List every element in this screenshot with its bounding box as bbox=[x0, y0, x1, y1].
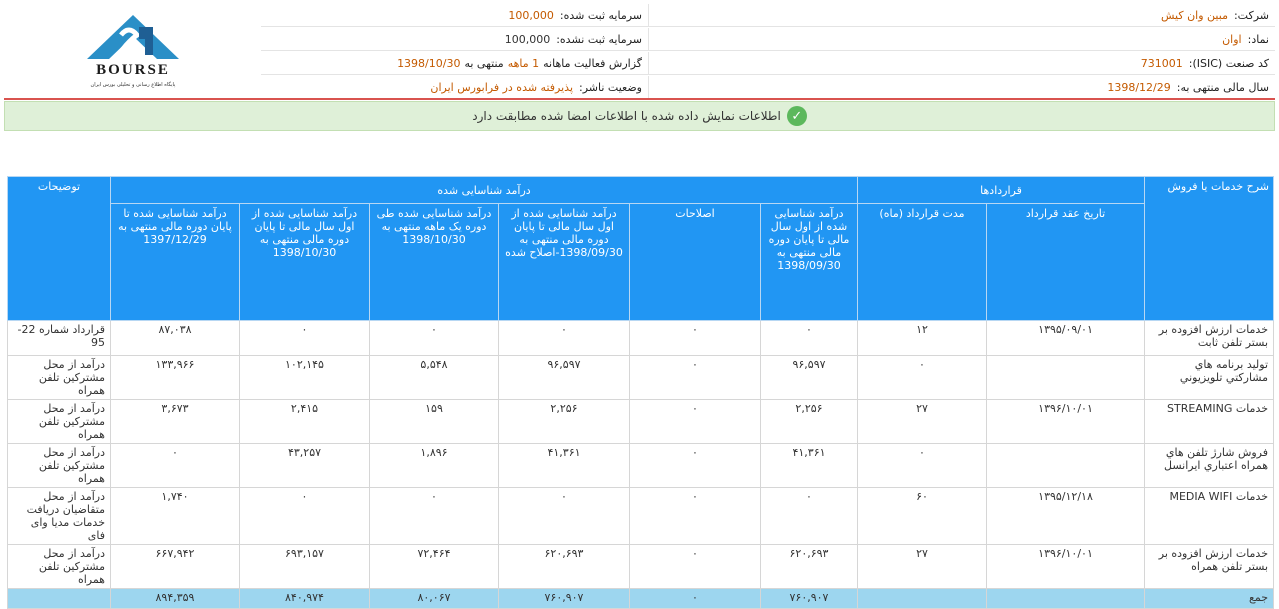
corrections-cell: ۰ bbox=[630, 400, 761, 444]
col-rev-prev-header: درآمد شناسایی شده از اول سال مالی تا پایان دوره مالی منتهی به 1398/09/30 bbox=[761, 204, 858, 321]
isic-row bbox=[648, 52, 1275, 75]
notes-cell: درآمد از محل مشترکین تلفن همراه bbox=[8, 400, 111, 444]
company-label: شرکت: bbox=[1233, 8, 1269, 22]
rev-prev-cell: ۰ bbox=[761, 488, 858, 545]
col-rev-ytd-header: درآمد شناسایی شده از اول سال مالی تا پایان دوره مالی منتهی به 1398/10/30 bbox=[240, 204, 370, 321]
table-row bbox=[8, 488, 1274, 545]
rev-month-cell: ۸۰,۰۶۷ bbox=[370, 589, 499, 609]
rev-last-year-cell: ۰ bbox=[111, 444, 240, 488]
service-cell: خدمات ارزش افزوده بر بستر تلفن ثابت bbox=[1145, 321, 1274, 356]
corrections-cell: ۰ bbox=[630, 321, 761, 356]
group-contracts-header: قراردادها bbox=[858, 177, 1145, 204]
rev-prev-corrected-cell: ۹۶,۵۹۷ bbox=[499, 356, 630, 400]
contract-date-cell bbox=[987, 444, 1145, 488]
banner-message: اطلاعات نمایش داده شده با اطلاعات امضا شده مطابقت دارد bbox=[472, 109, 781, 123]
unregistered-capital-label: سرمایه ثبت نشده: bbox=[556, 32, 642, 46]
notes-cell: درآمد از محل مشترکین تلفن همراه bbox=[8, 444, 111, 488]
rev-prev-corrected-cell: ۲,۲۵۶ bbox=[499, 400, 630, 444]
contract-duration-cell: ۰ bbox=[858, 356, 987, 400]
company-row bbox=[648, 4, 1275, 27]
group-revenue-header: درآمد شناسایی شده bbox=[111, 177, 858, 204]
unregistered-capital-row bbox=[261, 28, 648, 51]
logo-wordmark: BOURSE bbox=[95, 62, 170, 78]
notes-cell: درآمد از محل مشترکین تلفن همراه bbox=[8, 356, 111, 400]
table-row bbox=[8, 321, 1274, 356]
rev-prev-cell: ۰ bbox=[761, 321, 858, 356]
logo-tagline: پایگاه اطلاع رسانی و تحلیلی بورس ایران bbox=[90, 82, 175, 88]
contract-date-cell bbox=[987, 589, 1145, 609]
rev-prev-cell: ۴۱,۳۶۱ bbox=[761, 444, 858, 488]
contract-date-cell: ۱۳۹۶/۱۰/۰۱ bbox=[987, 545, 1145, 589]
rev-last-year-cell: ۸۹۴,۳۵۹ bbox=[111, 589, 240, 609]
service-cell: تولید برنامه هاي مشارکتي تلویزیوني bbox=[1145, 356, 1274, 400]
rev-ytd-cell: ۰ bbox=[240, 488, 370, 545]
publisher-status-label: وضعیت ناشر: bbox=[579, 80, 642, 94]
corrections-cell: ۰ bbox=[630, 356, 761, 400]
contract-duration-cell: ۱۲ bbox=[858, 321, 987, 356]
contract-duration-cell bbox=[858, 589, 987, 609]
publisher-status-row bbox=[261, 76, 648, 99]
isic-value: 731001 bbox=[1140, 56, 1183, 70]
contract-date-cell: ۱۳۹۵/۱۲/۱۸ bbox=[987, 488, 1145, 545]
table-row bbox=[8, 400, 1274, 444]
rev-ytd-cell: ۶۹۳,۱۵۷ bbox=[240, 545, 370, 589]
notes-cell: قرارداد شماره 22-95 bbox=[8, 321, 111, 356]
rev-month-cell: ۵,۵۴۸ bbox=[370, 356, 499, 400]
rev-month-cell: ۰ bbox=[370, 488, 499, 545]
report-label-mid: منتهی به bbox=[464, 56, 504, 70]
rev-ytd-cell: ۴۳,۲۵۷ bbox=[240, 444, 370, 488]
rev-last-year-cell: ۱,۷۴۰ bbox=[111, 488, 240, 545]
rev-prev-corrected-cell: ۷۶۰,۹۰۷ bbox=[499, 589, 630, 609]
rev-last-year-cell: ۶۶۷,۹۴۲ bbox=[111, 545, 240, 589]
rev-prev-cell: ۶۲۰,۶۹۳ bbox=[761, 545, 858, 589]
rev-prev-corrected-cell: ۴۱,۳۶۱ bbox=[499, 444, 630, 488]
total-label-cell: جمع bbox=[1145, 589, 1274, 609]
contract-duration-cell: ۰ bbox=[858, 444, 987, 488]
service-cell: خدمات ارزش افزوده بر بستر تلفن همراه bbox=[1145, 545, 1274, 589]
col-service-header: شرح خدمات یا فروش bbox=[1145, 177, 1274, 321]
report-period: 1 ماهه bbox=[507, 56, 540, 70]
notes-cell bbox=[8, 589, 111, 609]
registered-capital-label: سرمایه ثبت شده: bbox=[559, 8, 642, 22]
col-notes-header: توضیحات bbox=[8, 177, 111, 321]
col-rev-month-header: درآمد شناسایی شده طی دوره یک ماهه منتهی به 1398/10/30 bbox=[370, 204, 499, 321]
corrections-cell: ۰ bbox=[630, 589, 761, 609]
col-contract-date-header: تاریخ عقد قرارداد bbox=[987, 204, 1145, 321]
service-cell: فروش شارژ تلفن هاي همراه اعتباري ایرانسل bbox=[1145, 444, 1274, 488]
check-circle-icon: ✓ bbox=[787, 106, 807, 126]
rev-month-cell: ۷۲,۴۶۴ bbox=[370, 545, 499, 589]
registered-capital-value: 100,000 bbox=[508, 8, 554, 22]
col-rev-prev-corrected-header: درآمد شناسایی شده از اول سال مالی تا پایان دوره مالی منتهی به 1398/09/30-اصلاح شده bbox=[499, 204, 630, 321]
total-row bbox=[8, 589, 1274, 609]
table-row bbox=[8, 356, 1274, 400]
rev-last-year-cell: ۳,۶۷۳ bbox=[111, 400, 240, 444]
bourse-logo bbox=[4, 4, 261, 98]
bourse-logo-mark bbox=[65, 9, 201, 93]
notes-cell: درآمد از محل مشترکین تلفن همراه bbox=[8, 545, 111, 589]
col-rev-last-year-header: درآمد شناسایی شده تا پایان دوره مالی منتهی به 1397/12/29 bbox=[111, 204, 240, 321]
unregistered-capital-value: 100,000 bbox=[504, 32, 551, 46]
rev-last-year-cell: ۱۳۳,۹۶۶ bbox=[111, 356, 240, 400]
rev-prev-cell: ۷۶۰,۹۰۷ bbox=[761, 589, 858, 609]
signature-match-banner bbox=[4, 101, 1275, 131]
rev-prev-corrected-cell: ۰ bbox=[499, 488, 630, 545]
report-header bbox=[4, 4, 1275, 98]
company-value: مبین وان کیش bbox=[1161, 8, 1228, 22]
rev-month-cell: ۱۵۹ bbox=[370, 400, 499, 444]
service-cell: خدمات MEDIA WIFI bbox=[1145, 488, 1274, 545]
rev-prev-cell: ۹۶,۵۹۷ bbox=[761, 356, 858, 400]
rev-prev-corrected-cell: ۶۲۰,۶۹۳ bbox=[499, 545, 630, 589]
report-row bbox=[261, 52, 648, 75]
rev-ytd-cell: ۲,۴۱۵ bbox=[240, 400, 370, 444]
notes-cell: درآمد از محل متقاضیان دریافت خدمات مدیا وای فای bbox=[8, 488, 111, 545]
corrections-cell: ۰ bbox=[630, 488, 761, 545]
fiscal-year-label: سال مالی منتهی به: bbox=[1176, 80, 1269, 94]
table-row bbox=[8, 545, 1274, 589]
table-body bbox=[8, 321, 1274, 609]
report-label: گزارش فعالیت ماهانه bbox=[543, 56, 642, 70]
rev-month-cell: ۱,۸۹۶ bbox=[370, 444, 499, 488]
header-divider bbox=[4, 98, 1275, 100]
fiscal-year-value: 1398/12/29 bbox=[1107, 80, 1171, 94]
rev-last-year-cell: ۸۷,۰۳۸ bbox=[111, 321, 240, 356]
rev-prev-cell: ۲,۲۵۶ bbox=[761, 400, 858, 444]
contract-date-cell: ۱۳۹۶/۱۰/۰۱ bbox=[987, 400, 1145, 444]
publisher-status-value: پذیرفته شده در فرابورس ایران bbox=[430, 80, 574, 94]
rev-month-cell: ۰ bbox=[370, 321, 499, 356]
symbol-label: نماد: bbox=[1247, 32, 1269, 46]
registered-capital-row bbox=[261, 4, 648, 27]
service-cell: خدمات STREAMING bbox=[1145, 400, 1274, 444]
rev-prev-corrected-cell: ۰ bbox=[499, 321, 630, 356]
symbol-value[interactable]: اوان bbox=[1222, 32, 1242, 46]
rev-ytd-cell: ۰ bbox=[240, 321, 370, 356]
monthly-activity-table bbox=[7, 176, 1274, 609]
rev-ytd-cell: ۸۴۰,۹۷۴ bbox=[240, 589, 370, 609]
rev-ytd-cell: ۱۰۲,۱۴۵ bbox=[240, 356, 370, 400]
report-date: 1398/10/30 bbox=[397, 56, 461, 70]
col-corrections-header: اصلاحات bbox=[630, 204, 761, 321]
col-contract-duration-header: مدت قرارداد (ماه) bbox=[858, 204, 987, 321]
contract-duration-cell: ۲۷ bbox=[858, 400, 987, 444]
corrections-cell: ۰ bbox=[630, 545, 761, 589]
contract-duration-cell: ۲۷ bbox=[858, 545, 987, 589]
contract-duration-cell: ۶۰ bbox=[858, 488, 987, 545]
symbol-row bbox=[648, 28, 1275, 51]
corrections-cell: ۰ bbox=[630, 444, 761, 488]
fiscal-year-row bbox=[648, 76, 1275, 99]
contract-date-cell: ۱۳۹۵/۰۹/۰۱ bbox=[987, 321, 1145, 356]
table-row bbox=[8, 444, 1274, 488]
isic-label: کد صنعت (ISIC): bbox=[1188, 56, 1269, 70]
contract-date-cell bbox=[987, 356, 1145, 400]
